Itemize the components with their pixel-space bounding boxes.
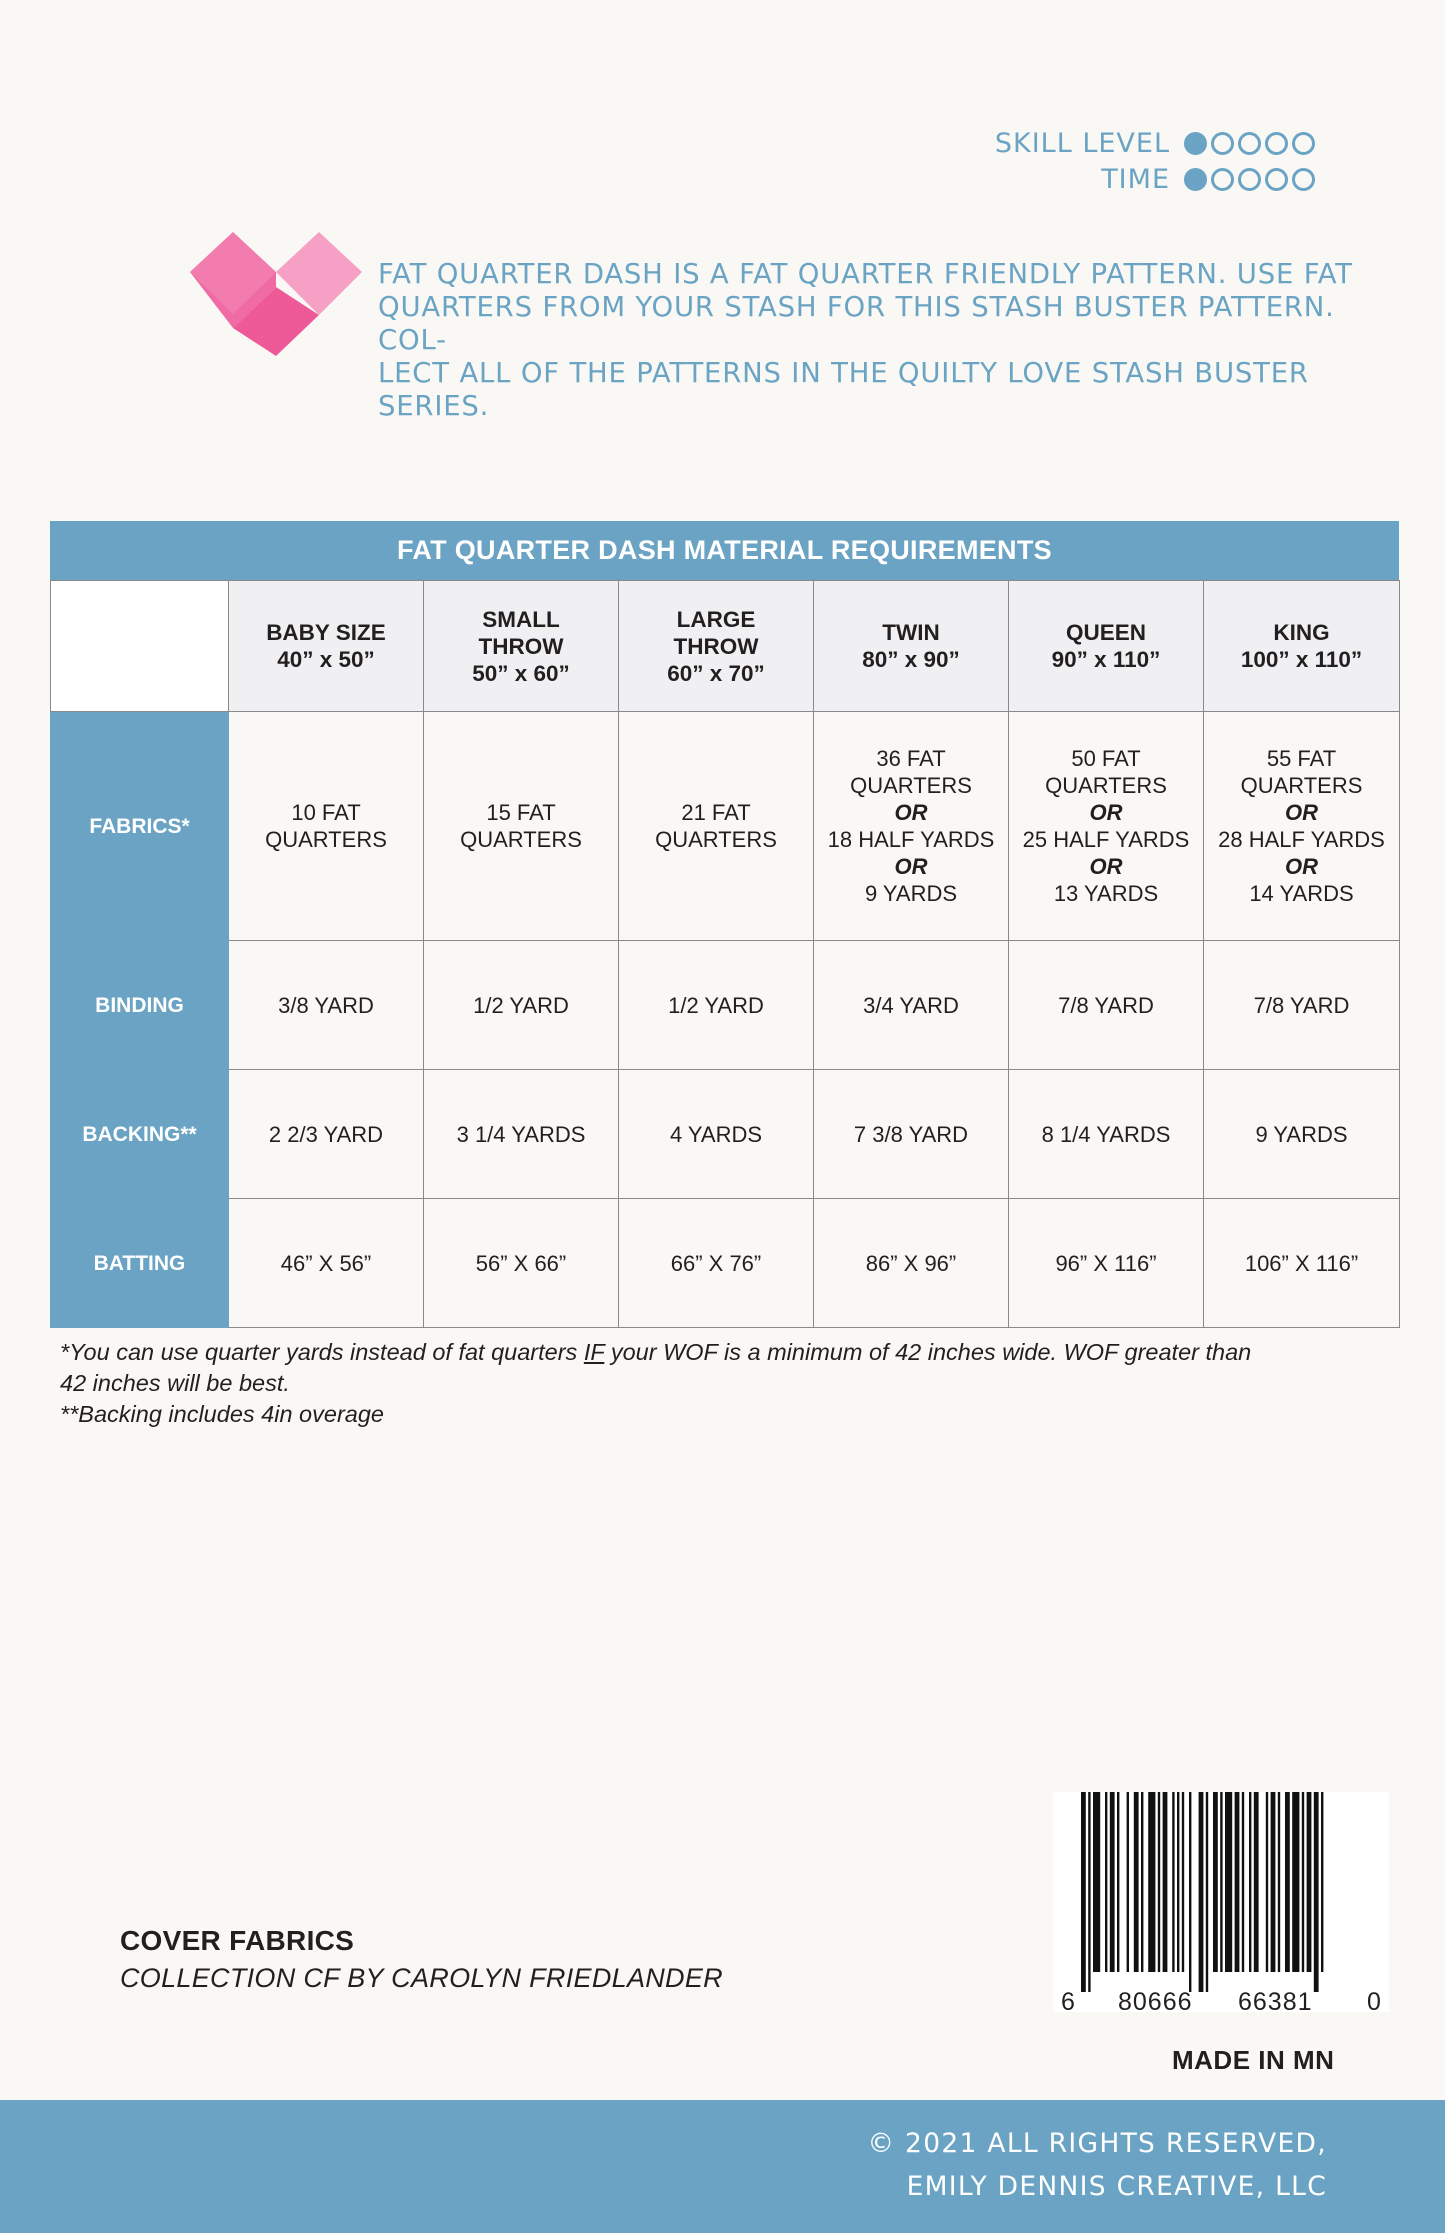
cell-line: 15 FAT (486, 800, 556, 825)
cell-line: 25 HALF YARDS (1022, 827, 1190, 852)
barcode-bar (1242, 1792, 1244, 1972)
barcode-bars (1053, 1792, 1389, 1992)
skill-level-row (995, 125, 1315, 161)
barcode-bar (1141, 1792, 1143, 1972)
empty-dot-icon (1211, 168, 1234, 191)
barcode-bar (1321, 1792, 1323, 1972)
batting-cell: 86” X 96” (814, 1199, 1009, 1328)
column-header (1009, 581, 1204, 712)
barcode-bar (1278, 1792, 1280, 1972)
footer-copyright (868, 2122, 1327, 2208)
cell-line: 14 YARDS (1249, 881, 1354, 906)
footnote-text: *You can use quarter yards instead of fat quarters (60, 1339, 584, 1365)
column-header (619, 581, 814, 712)
column-size: 60” x 70” (667, 660, 765, 686)
material-requirements-table (50, 521, 1399, 1328)
column-size: 50” x 60” (472, 660, 570, 686)
made-in-label: MADE IN MN (1172, 2045, 1335, 2075)
column-header (814, 581, 1009, 712)
time-row (995, 161, 1315, 197)
empty-dot-icon (1265, 132, 1288, 155)
fabrics-cell (424, 712, 619, 941)
column-size: 80” x 90” (862, 647, 960, 672)
barcode-bar (1134, 1792, 1139, 1972)
cell-line: 50 FAT (1071, 746, 1141, 771)
barcode-bar (1110, 1792, 1115, 1972)
cell-line: QUARTERS (1240, 773, 1363, 798)
binding-cell: 7/8 YARD (1204, 941, 1400, 1070)
or-separator: OR (1089, 800, 1123, 825)
column-name: THROW (478, 633, 564, 659)
column-size: 100” x 110” (1240, 647, 1363, 672)
barcode-bar (1266, 1792, 1268, 1972)
intro-line: LECT ALL OF THE PATTERNS IN THE QUILTY LOVE STASH BUSTER SERIES. (378, 357, 1309, 422)
cell-line: QUARTERS (1045, 773, 1167, 798)
cell-line: 28 HALF YARDS (1218, 827, 1385, 852)
table-row-batting (51, 1199, 1400, 1328)
batting-cell: 56” X 66” (424, 1199, 619, 1328)
backing-cell: 2 2/3 YARD (229, 1070, 424, 1199)
barcode-bar (1182, 1792, 1184, 1972)
barcode-bar (1285, 1792, 1290, 1972)
cell-line: 10 FAT (291, 800, 361, 825)
skill-level-dots (1184, 132, 1315, 155)
table-title: FAT QUARTER DASH MATERIAL REQUIREMENTS (50, 521, 1399, 580)
cell-line: QUARTERS (460, 827, 582, 852)
empty-dot-icon (1265, 168, 1288, 191)
empty-dot-icon (1292, 132, 1315, 155)
footer-band (0, 2100, 1445, 2233)
cell-line: 55 FAT (1266, 746, 1337, 771)
cell-line: QUARTERS (655, 827, 777, 852)
cover-fabrics-collection: COLLECTION CF BY CAROLYN FRIEDLANDER (120, 1963, 723, 1993)
column-header (1204, 581, 1400, 712)
barcode-bar (1235, 1792, 1240, 1972)
barcode-first-digit: 6 (1061, 1988, 1075, 2016)
or-separator: OR (894, 854, 928, 879)
batting-cell: 106” X 116” (1204, 1199, 1400, 1328)
barcode-bar (1158, 1792, 1160, 1972)
empty-dot-icon (1238, 168, 1261, 191)
batting-cell: 96” X 116” (1009, 1199, 1204, 1328)
table-corner-cell (51, 581, 229, 712)
barcode-bar (1220, 1792, 1222, 1972)
barcode-bar (1127, 1792, 1129, 1972)
copyright-line: © 2021 ALL RIGHTS RESERVED, (867, 2128, 1327, 2159)
column-name: LARGE (676, 606, 756, 632)
barcode-bar (1199, 1792, 1204, 1992)
footnote-fabrics (60, 1337, 1400, 1368)
filled-dot-icon (1184, 132, 1207, 155)
column-name: KING (1273, 620, 1330, 645)
column-size: 90” x 110” (1051, 647, 1161, 672)
heart-logo-icon (190, 232, 370, 372)
barcode-bar (1314, 1792, 1319, 1992)
barcode-bar (1105, 1792, 1107, 1972)
fabrics-cell (619, 712, 814, 941)
column-header (229, 581, 424, 712)
barcode-bar (1148, 1792, 1155, 1972)
rating-block (995, 125, 1315, 197)
barcode (1053, 1792, 1389, 2016)
cell-line: 13 YARDS (1053, 881, 1159, 906)
cover-fabrics (120, 1925, 723, 1994)
or-separator: OR (1089, 854, 1123, 879)
barcode-bar (1307, 1792, 1312, 1972)
footnote-emphasis: IF (583, 1339, 605, 1365)
backing-cell: 4 YARDS (619, 1070, 814, 1199)
barcode-bar (1081, 1792, 1086, 1992)
footnote-fabrics-line2: 42 inches will be best. (60, 1370, 290, 1396)
fabrics-cell (1204, 712, 1400, 941)
column-size: 40” x 50” (277, 647, 375, 672)
row-label: BATTING (51, 1199, 229, 1328)
cell-line: QUARTERS (850, 773, 972, 798)
filled-dot-icon (1184, 168, 1207, 191)
barcode-last-digit: 0 (1367, 1988, 1381, 2016)
row-label: BACKING** (51, 1070, 229, 1199)
footnote-text: your WOF is a minimum of 42 inches wide. WOF greater than (604, 1339, 1252, 1365)
column-name: TWIN (882, 620, 940, 645)
or-separator: OR (1285, 854, 1318, 879)
barcode-group-right: 66381 (1238, 1988, 1313, 2016)
barcode-bar (1117, 1792, 1119, 1972)
column-name: SMALL (482, 606, 560, 632)
barcode-bar (1189, 1792, 1191, 1992)
column-header (424, 581, 619, 712)
row-label: BINDING (51, 941, 229, 1070)
company-line: EMILY DENNIS CREATIVE, LLC (906, 2171, 1327, 2202)
fabrics-cell (229, 712, 424, 941)
intro-paragraph (378, 258, 1358, 423)
barcode-bar (1213, 1792, 1218, 1972)
backing-cell: 8 1/4 YARDS (1009, 1070, 1204, 1199)
fabrics-cell (814, 712, 1009, 941)
fabrics-cell (1009, 712, 1204, 941)
batting-cell: 66” X 76” (619, 1199, 814, 1328)
binding-cell: 7/8 YARD (1009, 941, 1204, 1070)
cell-line: 18 HALF YARDS (827, 827, 995, 852)
barcode-bar (1292, 1792, 1299, 1972)
barcode-bar (1225, 1792, 1232, 1972)
column-name: THROW (673, 633, 759, 659)
table-row-backing (51, 1070, 1400, 1199)
requirements-grid (50, 580, 1400, 1328)
barcode-bar (1163, 1792, 1168, 1972)
barcode-bar (1088, 1792, 1090, 1992)
cell-line: 21 FAT (681, 800, 751, 825)
barcode-bar (1172, 1792, 1174, 1972)
barcode-bar (1093, 1792, 1100, 1972)
barcode-bar (1302, 1792, 1304, 1972)
binding-cell: 3/4 YARD (814, 941, 1009, 1070)
barcode-bar (1271, 1792, 1276, 1972)
cover-fabrics-title: COVER FABRICS (120, 1925, 355, 1956)
empty-dot-icon (1238, 132, 1261, 155)
backing-cell: 9 YARDS (1204, 1070, 1400, 1199)
binding-cell: 3/8 YARD (229, 941, 424, 1070)
backing-cell: 7 3/8 YARD (814, 1070, 1009, 1199)
intro-line: FAT QUARTER DASH IS A FAT QUARTER FRIENDLY PATTERN. USE FAT (378, 258, 1353, 290)
cell-line: 36 FAT (876, 746, 946, 771)
batting-cell: 46” X 56” (229, 1199, 424, 1328)
intro-line: QUARTERS FROM YOUR STASH FOR THIS STASH BUSTER PATTERN. COL- (378, 291, 1335, 356)
barcode-group-left: 80666 (1118, 1988, 1193, 2016)
binding-cell: 1/2 YARD (424, 941, 619, 1070)
column-name: BABY SIZE (266, 620, 386, 645)
empty-dot-icon (1211, 132, 1234, 155)
skill-level-label: SKILL LEVEL (994, 127, 1170, 159)
footnote-backing: **Backing includes 4in overage (60, 1401, 384, 1427)
or-separator: OR (894, 800, 928, 825)
footnotes (60, 1337, 1400, 1430)
column-name: QUEEN (1065, 620, 1146, 645)
barcode-bar (1206, 1792, 1208, 1992)
empty-dot-icon (1292, 168, 1315, 191)
barcode-bar (1254, 1792, 1259, 1972)
table-row-fabrics (51, 712, 1400, 941)
time-dots (1184, 168, 1315, 191)
barcode-bar (1249, 1792, 1251, 1972)
or-separator: OR (1285, 800, 1318, 825)
time-label: TIME (1101, 163, 1170, 195)
table-header-row (51, 581, 1400, 712)
backing-cell: 3 1/4 YARDS (424, 1070, 619, 1199)
cell-line: 9 YARDS (864, 881, 958, 906)
cell-line: QUARTERS (265, 827, 387, 852)
table-row-binding (51, 941, 1400, 1070)
row-label: FABRICS* (51, 712, 229, 941)
barcode-bar (1177, 1792, 1179, 1972)
binding-cell: 1/2 YARD (619, 941, 814, 1070)
